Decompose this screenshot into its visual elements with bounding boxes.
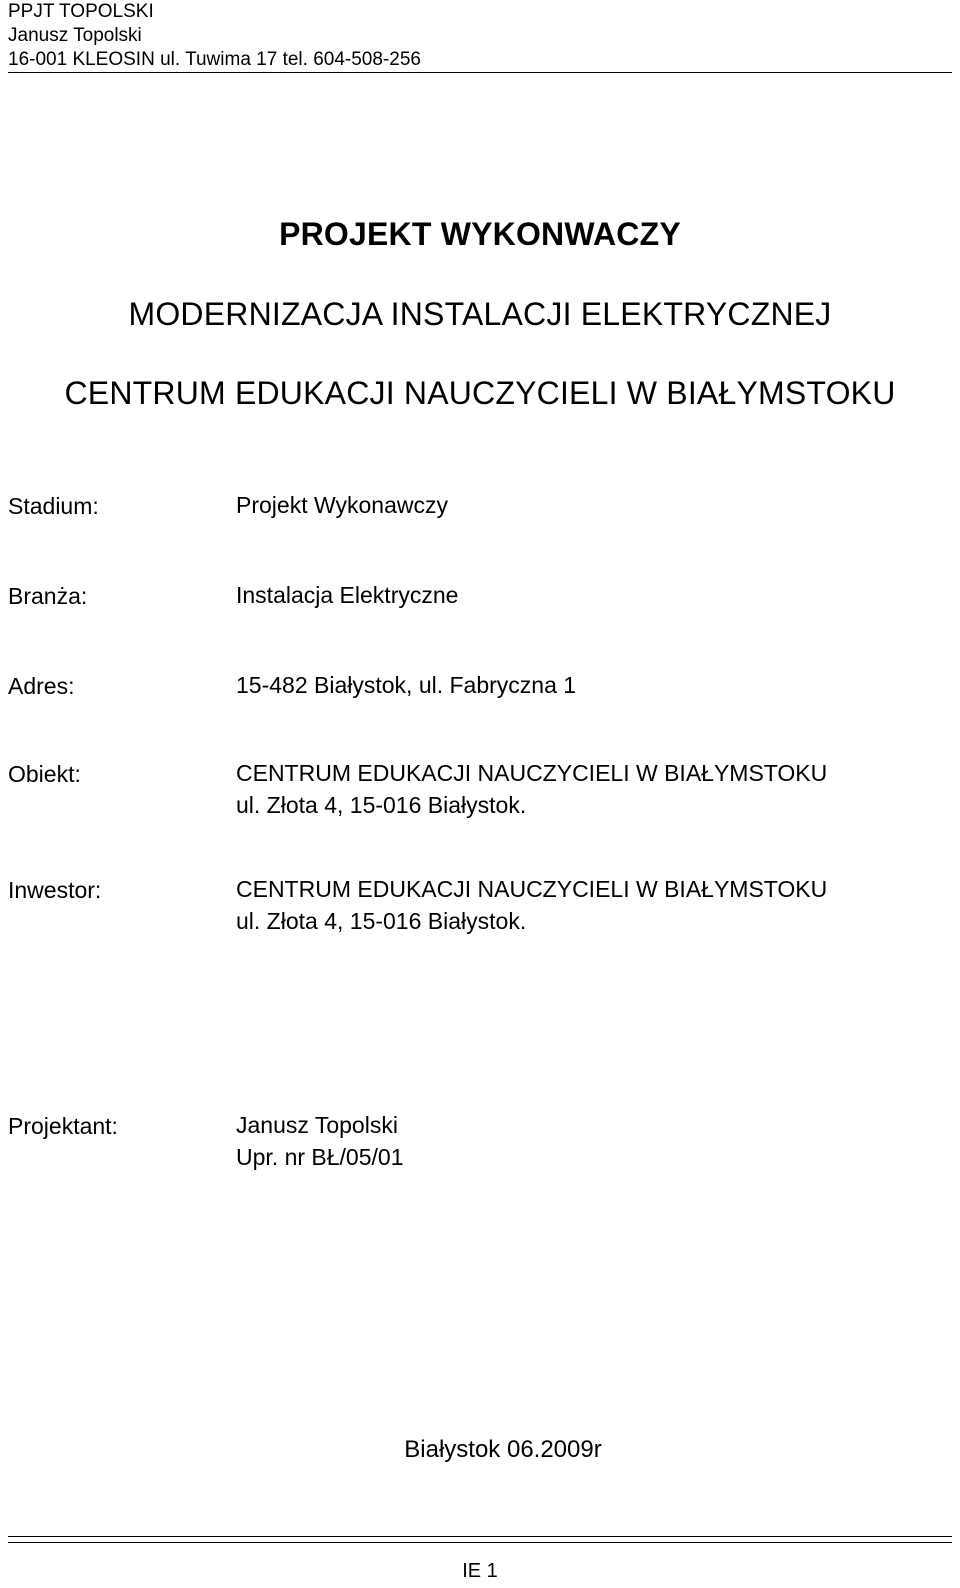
inwestor-label: Inwestor: — [8, 877, 102, 903]
inwestor-value-line1: CENTRUM EDUKACJI NAUCZYCIELI W BIAŁYMSTOKU — [236, 876, 828, 902]
document-title: PROJEKT WYKONWACZY — [279, 216, 681, 252]
inwestor-value-line2: ul. Złota 4, 15-016 Białystok. — [236, 908, 527, 934]
footer-divider-bottom — [8, 1542, 952, 1543]
branza-label: Branża: — [8, 583, 88, 609]
inwestor-value — [236, 873, 827, 937]
branza-value: Instalacja Elektryczne — [236, 582, 459, 608]
footer-divider-top — [8, 1536, 952, 1537]
obiekt-label: Obiekt: — [8, 761, 81, 787]
page-number: IE 1 — [462, 1560, 498, 1582]
stadium-label: Stadium: — [8, 493, 99, 519]
obiekt-value-line1: CENTRUM EDUKACJI NAUCZYCIELI W BIAŁYMSTOKU — [236, 760, 828, 786]
document-subtitle-2: CENTRUM EDUKACJI NAUCZYCIELI W BIAŁYMSTOKU — [64, 375, 896, 411]
projektant-label: Projektant: — [8, 1113, 118, 1139]
projektant-value-line2: Upr. nr BŁ/05/01 — [236, 1144, 404, 1170]
header-company: PPJT TOPOLSKI — [8, 1, 154, 22]
header-divider — [8, 72, 952, 73]
document-date: Białystok 06.2009r — [404, 1436, 602, 1463]
header-address: 16-001 KLEOSIN ul. Tuwima 17 tel. 604-508-256 — [8, 49, 421, 70]
obiekt-value — [236, 757, 827, 821]
header-person: Janusz Topolski — [8, 25, 142, 46]
obiekt-value-line2: ul. Złota 4, 15-016 Białystok. — [236, 792, 527, 818]
document-subtitle-1: MODERNIZACJA INSTALACJI ELEKTRYCZNEJ — [128, 296, 832, 332]
projektant-value-line1: Janusz Topolski — [236, 1112, 398, 1138]
projektant-value — [236, 1109, 404, 1173]
adres-value: 15-482 Białystok, ul. Fabryczna 1 — [236, 672, 577, 698]
adres-label: Adres: — [8, 673, 75, 699]
stadium-value: Projekt Wykonawczy — [236, 492, 448, 518]
